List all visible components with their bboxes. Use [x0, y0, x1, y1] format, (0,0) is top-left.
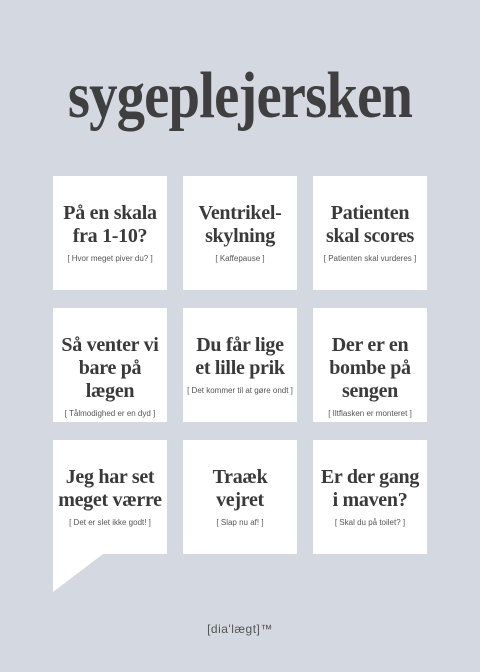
card-9: [313, 440, 427, 554]
card-meaning: [ Patienten skal vurderes ]: [323, 254, 417, 263]
speech-bubble-tail: [53, 554, 103, 592]
card-meaning: [ Tålmodighed er en dyd ]: [64, 409, 156, 418]
card-meaning: [ Det kommer til at gøre ondt ]: [187, 386, 293, 395]
card-2: [183, 176, 297, 290]
card-4: [53, 308, 167, 422]
card-phrase: Jeg har set meget værre: [58, 466, 162, 511]
card-grid: [53, 176, 427, 556]
card-phrase: Er der gang i maven?: [320, 466, 420, 511]
card-meaning: [ Hvor meget piver du? ]: [67, 254, 153, 263]
card-3: [313, 176, 427, 290]
card-phrase: Patienten skal scores: [326, 202, 414, 247]
card-phrase: Ventrikel-skylning: [198, 202, 282, 247]
card-meaning: [ Kaffepause ]: [215, 254, 265, 263]
card-8: [183, 440, 297, 554]
card-meaning: [ Iltflasken er monteret ]: [328, 409, 412, 418]
card-phrase: På en skala fra 1-10?: [63, 202, 157, 247]
poster-title: sygeplejersken: [67, 59, 413, 132]
card-7: [53, 440, 167, 554]
brand-logo: [dia'lægt]™: [207, 622, 273, 636]
card-meaning: [ Det er slet ikke godt! ]: [69, 518, 151, 527]
card-phrase: Traæk vejret: [212, 466, 268, 511]
card-1: [53, 176, 167, 290]
card-5: [183, 308, 297, 422]
card-meaning: [ Slap nu af! ]: [216, 518, 264, 527]
card-phrase: Du får lige et lille prik: [195, 334, 285, 379]
card-meaning: [ Skal du på toilet? ]: [334, 518, 406, 527]
card-phrase: Der er en bombe på sengen: [329, 334, 411, 402]
card-phrase: Så venter vi bare på lægen: [61, 334, 159, 402]
card-6: [313, 308, 427, 422]
